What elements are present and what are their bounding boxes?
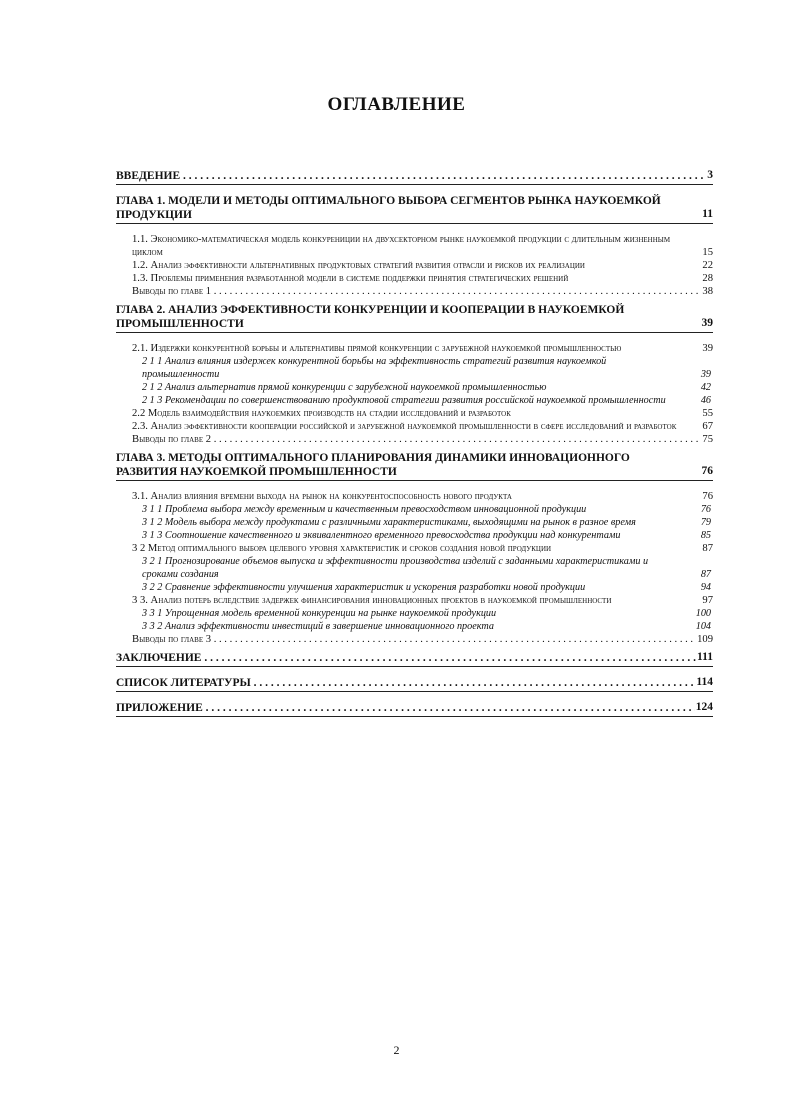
toc-entry-references[interactable] <box>116 676 713 692</box>
toc-entry-1-2[interactable] <box>116 259 713 272</box>
toc-label: 2 1 2 Анализ альтернатив прямой конкуренции с зарубежной наукоемкой промышленностью <box>142 382 547 393</box>
toc-label: 2.3. Анализ эффективности кооперации российской и зарубежной наукоемкой промышленности в сфере исследований и разработок <box>132 421 677 432</box>
toc-label: ГЛАВА 1. МОДЕЛИ И МЕТОДЫ ОПТИМАЛЬНОГО ВЫБОРА СЕГМЕНТОВ РЫНКА НАУКОЕМКОЙ ПРОДУКЦИИ <box>116 195 661 221</box>
toc-entry-intro[interactable] <box>116 169 713 185</box>
toc-entry-2-1[interactable] <box>116 342 713 355</box>
toc-label: СПИСОК ЛИТЕРАТУРЫ . . . <box>116 676 713 690</box>
toc-page: 39 <box>702 343 713 354</box>
toc-entry-3-2-2[interactable] <box>116 581 713 594</box>
toc-label: 1.3. Проблемы применения разработанной модели в системе поддержки принятия стратегических решений <box>132 273 569 284</box>
toc-page: 87 <box>700 569 711 580</box>
toc-page: 22 <box>702 260 713 271</box>
toc-label: 2.1. Издержки конкурентной борьбы и альтернативы прямой конкуренции с зарубежной наукоемкой промышленностью <box>132 343 622 354</box>
toc-entry-3-2-1[interactable] <box>116 555 713 581</box>
toc-label: 1.1. Экономико-математическая модель конкурениции на двухсекторном рынке наукоемкой продукции с длительным жизненным циклом <box>132 234 671 258</box>
toc-page: 39 <box>700 369 711 380</box>
toc-label: 3 3 1 Упрощенная модель временной конкуренции на рынке наукоемкой продукции <box>142 608 497 619</box>
table-of-contents <box>116 164 713 726</box>
toc-entry-2-3[interactable] <box>116 420 713 433</box>
toc-label: 3 3 2 Анализ эффективности инвестиций в завершение инновационного проекта <box>142 621 494 632</box>
toc-page: 76 <box>701 465 713 477</box>
toc-page: 114 <box>696 676 713 688</box>
toc-page: 111 <box>697 651 713 663</box>
toc-label: 2 1 1 Анализ влияния издержек конкурентной борьбы на эффективность стратегий развития наукоемкой промышленности <box>142 356 607 380</box>
toc-entry-1-conclusions[interactable] <box>116 285 713 298</box>
toc-entry-1-3[interactable] <box>116 272 713 285</box>
toc-label: Выводы по главе 2 . . . <box>132 433 713 446</box>
toc-entry-chapter-2[interactable] <box>116 303 713 333</box>
toc-label: 3 2 1 Прогнозирование объемов выпуска и эффективности производства изделий с заданными характеристиками и сроками создания <box>142 556 649 580</box>
toc-entry-conclusion[interactable] <box>116 651 713 667</box>
toc-page: 94 <box>700 582 711 593</box>
toc-page: 76 <box>702 491 713 502</box>
toc-label: 3 2 2 Сравнение эффективности улучшения характеристик и ускорения разработки новой продукции <box>142 582 586 593</box>
toc-page: 15 <box>702 247 713 258</box>
toc-label: ГЛАВА 2. АНАЛИЗ ЭФФЕКТИВНОСТИ КОНКУРЕНЦИИ И КООПЕРАЦИИ В НАУКОЕМКОЙ ПРОМЫШЛЕННОСТИ <box>116 304 625 330</box>
toc-entry-2-conclusions[interactable] <box>116 433 713 446</box>
toc-label: 3 2 Метод оптимального выбора целевого уровня характеристик и сроков создания новой продукции <box>132 543 552 554</box>
page-number: 2 <box>393 1043 400 1057</box>
toc-entry-2-1-3[interactable] <box>116 394 713 407</box>
toc-page: 100 <box>695 608 711 619</box>
toc-label: 3 1 3 Соотношение качественного и эквивалентного временного превосходства продукции над конкурентами <box>142 530 621 541</box>
toc-entry-3-2[interactable] <box>116 542 713 555</box>
toc-entry-2-1-2[interactable] <box>116 381 713 394</box>
toc-label: Выводы по главе 1 . . . <box>132 285 713 298</box>
toc-entry-1-1[interactable] <box>116 233 713 259</box>
toc-entry-3-3-1[interactable] <box>116 607 713 620</box>
toc-label: 2.2 Модель взаимодействия наукоемких производств на стадии исследований и разработок <box>132 408 511 419</box>
toc-label: ВВЕДЕНИЕ . . . <box>116 169 713 183</box>
toc-entry-3-3-2[interactable] <box>116 620 713 633</box>
toc-page: 75 <box>702 434 713 445</box>
toc-page: 38 <box>702 286 713 297</box>
toc-label: ПРИЛОЖЕНИЕ . . . <box>116 701 713 715</box>
toc-entry-3-1-3[interactable] <box>116 529 713 542</box>
toc-page: 46 <box>700 395 711 406</box>
toc-page: 85 <box>700 530 711 541</box>
toc-page: 3 <box>707 169 713 181</box>
toc-label: 1.2. Анализ эффективности альтернативных продуктовых стратегий развития отрасли и рисков их реализации <box>132 260 585 271</box>
toc-page: 87 <box>702 543 713 554</box>
toc-entry-3-1-2[interactable] <box>116 516 713 529</box>
toc-label: Выводы по главе 3 . . . <box>132 633 713 646</box>
page-title: ОГЛАВЛЕНИЕ <box>327 94 466 115</box>
toc-label: ГЛАВА 3. МЕТОДЫ ОПТИМАЛЬНОГО ПЛАНИРОВАНИЯ ДИНАМИКИ ИННОВАЦИОННОГО РАЗВИТИЯ НАУКОЕМКОЙ ПРОМЫШЛЕННОСТИ <box>116 452 630 478</box>
toc-page: 79 <box>700 517 711 528</box>
toc-page: 76 <box>700 504 711 515</box>
toc-page: 67 <box>702 421 713 432</box>
toc-page: 42 <box>700 382 711 393</box>
toc-entry-3-1-1[interactable] <box>116 503 713 516</box>
toc-page: 104 <box>695 621 711 632</box>
toc-entry-3-conclusions[interactable] <box>116 633 713 646</box>
toc-page: 11 <box>702 208 713 220</box>
toc-entry-chapter-3[interactable] <box>116 451 713 481</box>
toc-label: 3.1. Анализ влияния времени выхода на рынок на конкурентоспособность нового продукта <box>132 491 512 502</box>
toc-page: 124 <box>695 701 713 713</box>
toc-label: 3 1 2 Модель выбора между продуктами с различными характеристиками, выходящими на рынок в разное время <box>142 517 636 528</box>
toc-page: 55 <box>702 408 713 419</box>
toc-page: 39 <box>701 317 713 329</box>
toc-entry-appendix[interactable] <box>116 701 713 717</box>
toc-label: 2 1 3 Рекомендации по совершенствованию продуктовой стратегии развития российской наукоемкой промышленности <box>142 395 666 406</box>
toc-entry-2-2[interactable] <box>116 407 713 420</box>
toc-page: 28 <box>702 273 713 284</box>
toc-entry-2-1-1[interactable] <box>116 355 713 381</box>
toc-entry-3-1[interactable] <box>116 490 713 503</box>
toc-label: 3 3. Анализ потерь вследствие задержек финансирования инновационных проектов в наукоемкой промышленности <box>132 595 612 606</box>
toc-label: 3 1 1 Проблема выбора между временным и качественным превосходством инновационной продукции <box>142 504 587 515</box>
toc-page: 97 <box>702 595 713 606</box>
toc-label: ЗАКЛЮЧЕНИЕ . . . <box>116 651 713 665</box>
toc-page: 109 <box>697 634 713 645</box>
toc-entry-chapter-1[interactable] <box>116 194 713 224</box>
toc-entry-3-3[interactable] <box>116 594 713 607</box>
